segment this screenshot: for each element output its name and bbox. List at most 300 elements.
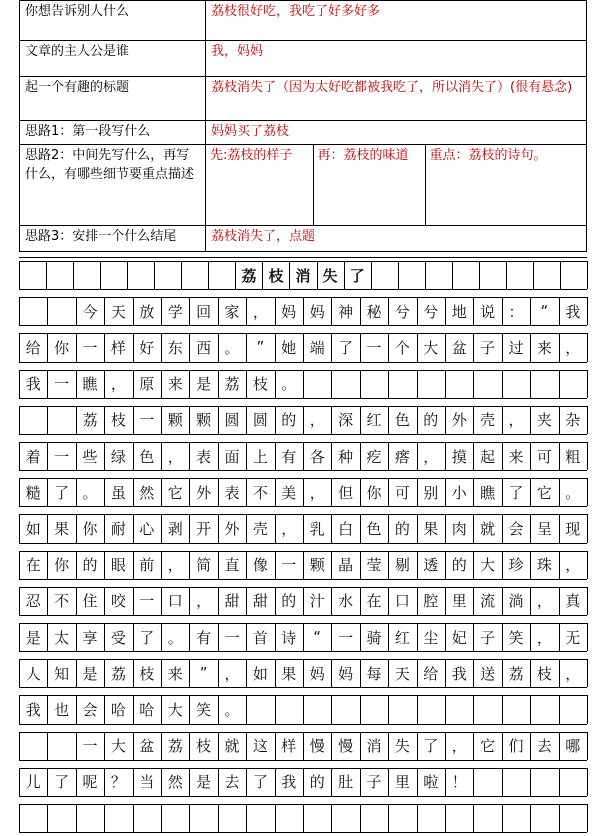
plan-detail-then: 再：荔枝的味道 <box>313 145 425 225</box>
essay-char: 是 <box>196 773 212 792</box>
essay-title-char <box>127 261 154 289</box>
essay-char <box>473 695 501 723</box>
essay-writing-grid <box>19 257 587 836</box>
essay-char <box>360 804 388 832</box>
essay-char: 知 <box>54 664 70 683</box>
grid-line <box>587 695 588 723</box>
essay-char: 莹 <box>366 556 382 575</box>
essay-char: 秘 <box>366 302 382 321</box>
essay-char: 深 <box>338 411 354 430</box>
plan-question: 思路3：安排一个什么结尾 <box>20 226 206 252</box>
essay-char: 枝 <box>252 375 268 394</box>
essay-char: ， <box>110 375 126 394</box>
essay-char: 无 <box>565 628 581 647</box>
essay-char: 原 <box>139 375 155 394</box>
plan-row <box>20 41 587 77</box>
essay-char <box>189 804 217 832</box>
essay-char: 放 <box>139 302 155 321</box>
essay-char <box>303 370 331 398</box>
essay-char: 外 <box>224 519 240 538</box>
grid-line <box>19 724 587 725</box>
essay-char: 子 <box>480 338 496 357</box>
essay-title-char <box>100 261 127 289</box>
essay-char: 来 <box>508 447 524 466</box>
essay-char <box>417 804 445 832</box>
essay-char <box>530 370 558 398</box>
essay-char: 腔 <box>423 592 439 611</box>
essay-char: 呈 <box>536 519 552 538</box>
essay-char: 的 <box>82 556 98 575</box>
essay-title-char <box>560 261 587 289</box>
plan-row <box>20 145 587 226</box>
essay-char <box>275 804 303 832</box>
grid-line <box>19 579 587 580</box>
essay-char: 。 <box>82 483 98 502</box>
essay-char: 夹 <box>536 411 552 430</box>
essay-char: 剔 <box>394 556 410 575</box>
essay-char: 我 <box>25 700 41 719</box>
essay-char: 妈 <box>281 302 297 321</box>
plan-question: 起一个有趣的标题 <box>20 77 206 121</box>
essay-char: ， <box>536 628 552 647</box>
essay-char: 珠 <box>536 556 552 575</box>
essay-char: 面 <box>224 447 240 466</box>
essay-char: 乳 <box>309 519 325 538</box>
essay-char: 不 <box>252 483 268 502</box>
essay-char: 失 <box>394 737 410 756</box>
essay-title-char <box>479 261 506 289</box>
plan-row <box>20 1 587 41</box>
essay-char <box>161 804 189 832</box>
essay-char: ： <box>508 302 524 321</box>
essay-char: 色 <box>394 411 410 430</box>
grid-line <box>587 732 588 760</box>
essay-char: 西 <box>196 338 212 357</box>
essay-char: 汁 <box>309 592 325 611</box>
essay-char: 晶 <box>338 556 354 575</box>
essay-char: 我 <box>565 302 581 321</box>
essay-char: 哈 <box>139 700 155 719</box>
essay-char: 子 <box>480 628 496 647</box>
essay-char: 一 <box>139 411 155 430</box>
essay-char: 妈 <box>309 664 325 683</box>
grid-line <box>19 615 587 616</box>
essay-char: 一 <box>281 556 297 575</box>
essay-char: 外 <box>451 411 467 430</box>
essay-char <box>47 804 75 832</box>
essay-char: 一 <box>54 375 70 394</box>
essay-char: ， <box>167 447 183 466</box>
plan-question: 思路1：第一段写什么 <box>20 121 206 145</box>
plan-question: 你想告诉别人什么 <box>20 1 206 41</box>
essay-char: 色 <box>366 519 382 538</box>
essay-char: 表 <box>224 483 240 502</box>
essay-char <box>559 695 587 723</box>
essay-char: ， <box>451 737 467 756</box>
essay-char: 说 <box>480 302 496 321</box>
essay-char: 果 <box>423 519 439 538</box>
essay-char: 子 <box>366 773 382 792</box>
essay-char: 可 <box>536 447 552 466</box>
essay-char: ， <box>281 519 297 538</box>
essay-title-char: 失 <box>322 266 338 285</box>
essay-char: 上 <box>252 447 268 466</box>
essay-char: ” <box>199 664 208 683</box>
grid-line <box>19 257 587 258</box>
essay-char: 了 <box>508 483 524 502</box>
essay-char: ” <box>256 338 265 357</box>
grid-line <box>587 406 588 434</box>
essay-char: 的 <box>309 773 325 792</box>
essay-char: 的 <box>281 411 297 430</box>
essay-title-char <box>506 261 533 289</box>
essay-char: ， <box>224 664 240 683</box>
essay-char: 壳 <box>252 519 268 538</box>
essay-char: 简 <box>196 556 212 575</box>
essay-title-char <box>425 261 452 289</box>
essay-char: 虽 <box>110 483 126 502</box>
essay-char: 了 <box>54 483 70 502</box>
essay-char: 在 <box>366 592 382 611</box>
essay-char: 笑 <box>508 628 524 647</box>
plan-answer-split <box>206 145 587 226</box>
essay-char: 枝 <box>110 411 126 430</box>
essay-char: 样 <box>110 338 126 357</box>
essay-char: 圆 <box>224 411 240 430</box>
plan-detail-focus: 重点：荔枝的诗句。 <box>425 145 586 225</box>
essay-char: 当 <box>139 773 155 792</box>
essay-char <box>331 370 359 398</box>
essay-char <box>47 297 75 325</box>
essay-char <box>388 695 416 723</box>
essay-char: 大 <box>110 737 126 756</box>
grid-line <box>19 362 587 363</box>
essay-char <box>502 768 530 796</box>
essay-char <box>303 804 331 832</box>
grid-line <box>19 832 587 833</box>
essay-char: 粗 <box>565 447 581 466</box>
essay-char: 人 <box>25 664 41 683</box>
essay-char: 大 <box>423 338 439 357</box>
essay-char: 些 <box>82 447 98 466</box>
essay-char: 是 <box>82 664 98 683</box>
essay-char <box>502 695 530 723</box>
essay-char: 颗 <box>167 411 183 430</box>
essay-char: 着 <box>25 447 41 466</box>
essay-title-char <box>19 261 46 289</box>
plan-question: 文章的主人公是谁 <box>20 41 206 77</box>
essay-char: 慢 <box>338 737 354 756</box>
essay-char: 它 <box>536 483 552 502</box>
grid-line <box>19 651 587 652</box>
essay-char: 也 <box>54 700 70 719</box>
essay-char <box>445 695 473 723</box>
grid-line <box>587 370 588 398</box>
essay-char: 糙 <box>25 483 41 502</box>
plan-answer: 荔枝很好吃，我吃了好多好多 <box>206 1 587 41</box>
essay-char <box>473 370 501 398</box>
essay-char: 然 <box>167 773 183 792</box>
grid-line <box>587 587 588 615</box>
grid-line <box>587 297 588 325</box>
essay-char: 好 <box>139 338 155 357</box>
essay-char: 我 <box>451 664 467 683</box>
essay-char: 口 <box>167 592 183 611</box>
essay-char: 肚 <box>338 773 354 792</box>
essay-char: 如 <box>25 519 41 538</box>
essay-char: ， <box>565 556 581 575</box>
essay-char: 开 <box>196 519 212 538</box>
essay-char: 肉 <box>451 519 467 538</box>
essay-char: 珍 <box>508 556 524 575</box>
essay-char <box>246 695 274 723</box>
essay-char: 你 <box>366 483 382 502</box>
essay-char <box>47 732 75 760</box>
essay-char: 你 <box>82 519 98 538</box>
grid-line <box>19 325 587 326</box>
essay-char <box>19 732 47 760</box>
essay-char <box>445 370 473 398</box>
essay-char: 枝 <box>196 737 212 756</box>
essay-char: ， <box>309 411 325 430</box>
plan-question: 思路2：中间先写什么，再写什么，有哪些细节要重点描述 <box>20 145 206 226</box>
essay-char: 一 <box>338 628 354 647</box>
essay-char: 妃 <box>451 628 467 647</box>
grid-line <box>587 768 588 796</box>
essay-char: 小 <box>451 483 467 502</box>
essay-char: 色 <box>139 447 155 466</box>
essay-char: 她 <box>281 338 297 357</box>
grid-line <box>587 514 588 542</box>
essay-char: ， <box>167 556 183 575</box>
essay-char: ， <box>309 483 325 502</box>
grid-line <box>587 478 588 506</box>
essay-char: 咬 <box>110 592 126 611</box>
essay-title-char <box>154 261 181 289</box>
essay-char: 白 <box>338 519 354 538</box>
essay-char: 呢 <box>82 773 98 792</box>
essay-char: 剥 <box>167 519 183 538</box>
essay-char: 心 <box>139 519 155 538</box>
essay-char: 颗 <box>196 411 212 430</box>
essay-char: 瞧 <box>82 375 98 394</box>
essay-char: 的 <box>394 519 410 538</box>
essay-title-char <box>533 261 560 289</box>
essay-char: 儿 <box>25 773 41 792</box>
essay-title-char <box>452 261 479 289</box>
essay-char: 的 <box>281 592 297 611</box>
essay-char: “ <box>540 302 549 321</box>
essay-char: 啦 <box>423 773 439 792</box>
essay-char: ， <box>536 592 552 611</box>
essay-char: 一 <box>139 592 155 611</box>
essay-char: 给 <box>25 338 41 357</box>
essay-char <box>530 804 558 832</box>
grid-line <box>19 760 587 761</box>
essay-char: 妈 <box>309 302 325 321</box>
essay-char: 了 <box>252 773 268 792</box>
essay-char <box>388 804 416 832</box>
plan-row <box>20 121 587 145</box>
essay-char: 外 <box>196 483 212 502</box>
essay-char: 然 <box>139 483 155 502</box>
writing-plan-table <box>19 0 587 252</box>
essay-char: ， <box>196 592 212 611</box>
essay-char: 枝 <box>139 664 155 683</box>
grid-line <box>587 261 588 289</box>
essay-char: 在 <box>25 556 41 575</box>
essay-char: 杂 <box>565 411 581 430</box>
essay-char: 有 <box>281 447 297 466</box>
essay-char: 里 <box>451 592 467 611</box>
essay-char: 兮 <box>394 302 410 321</box>
essay-char: 一 <box>366 338 382 357</box>
essay-char: 你 <box>54 556 70 575</box>
essay-char: 个 <box>394 338 410 357</box>
essay-char: 前 <box>139 556 155 575</box>
essay-char: 瞧 <box>480 483 496 502</box>
essay-char: 每 <box>366 664 382 683</box>
essay-char: 里 <box>394 773 410 792</box>
essay-char: 天 <box>110 302 126 321</box>
essay-char: 瘩 <box>394 447 410 466</box>
essay-char: 盆 <box>139 737 155 756</box>
essay-char: 忍 <box>25 592 41 611</box>
essay-char <box>104 804 132 832</box>
essay-char: 一 <box>82 737 98 756</box>
essay-char <box>246 804 274 832</box>
essay-char: 尘 <box>423 628 439 647</box>
essay-char: 给 <box>423 664 439 683</box>
essay-char: 圆 <box>252 411 268 430</box>
essay-char: 家 <box>224 302 240 321</box>
essay-char: 回 <box>196 302 212 321</box>
essay-char: 甜 <box>252 592 268 611</box>
essay-char: 现 <box>565 519 581 538</box>
essay-char: 是 <box>196 375 212 394</box>
essay-char: 会 <box>82 700 98 719</box>
plan-row <box>20 226 587 252</box>
essay-char: 神 <box>338 302 354 321</box>
essay-char: 起 <box>480 447 496 466</box>
essay-char: 地 <box>451 302 467 321</box>
essay-char: 像 <box>252 556 268 575</box>
grid-line <box>587 442 588 470</box>
essay-char: 水 <box>338 592 354 611</box>
essay-char: 去 <box>536 737 552 756</box>
essay-char: 笑 <box>196 700 212 719</box>
essay-char: 哪 <box>565 737 581 756</box>
essay-char: 样 <box>281 737 297 756</box>
essay-char: 果 <box>281 664 297 683</box>
plan-answer: 妈妈买了荔枝 <box>206 121 587 145</box>
essay-char: “ <box>313 628 322 647</box>
essay-char: ？ <box>110 773 126 792</box>
essay-title-char <box>73 261 100 289</box>
essay-title-char: 消 <box>295 266 311 285</box>
essay-char: 。 <box>565 483 581 502</box>
essay-char: 荔 <box>508 664 524 683</box>
essay-char: 红 <box>394 628 410 647</box>
grid-line <box>19 687 587 688</box>
essay-title-char: 枝 <box>268 266 284 285</box>
essay-char <box>530 695 558 723</box>
essay-char: 就 <box>224 737 240 756</box>
plan-answer: 荔枝消失了（因为太好吃都被我吃了，所以消失了）(很有悬念) <box>206 77 587 121</box>
essay-char: 各 <box>309 447 325 466</box>
plan-detail-table <box>206 145 586 225</box>
essay-char: 我 <box>25 375 41 394</box>
essay-char <box>19 406 47 434</box>
essay-title-char: 荔 <box>241 266 257 285</box>
essay-char: 是 <box>25 628 41 647</box>
essay-char <box>133 804 161 832</box>
essay-char: 享 <box>82 628 98 647</box>
essay-char: 它 <box>480 737 496 756</box>
essay-title-char: 了 <box>349 266 365 285</box>
essay-title-char <box>181 261 208 289</box>
essay-char <box>19 297 47 325</box>
grid-line <box>19 796 587 797</box>
essay-char: 骑 <box>366 628 382 647</box>
essay-char: 流 <box>480 592 496 611</box>
essay-char: 绿 <box>110 447 126 466</box>
essay-char: 甜 <box>224 592 240 611</box>
essay-char: 。 <box>224 700 240 719</box>
essay-char: 摸 <box>451 447 467 466</box>
essay-char <box>559 768 587 796</box>
essay-char: 可 <box>394 483 410 502</box>
grid-line <box>587 659 588 687</box>
essay-char: 。 <box>281 375 297 394</box>
essay-char: 大 <box>480 556 496 575</box>
essay-char <box>502 370 530 398</box>
essay-char <box>388 370 416 398</box>
essay-char <box>473 804 501 832</box>
grid-line <box>19 434 587 435</box>
essay-char: ， <box>565 664 581 683</box>
essay-char <box>19 804 47 832</box>
essay-char <box>502 804 530 832</box>
essay-char <box>417 695 445 723</box>
essay-char: 天 <box>394 664 410 683</box>
plan-detail-first: 先:荔枝的样子 <box>210 148 293 163</box>
essay-char: 美 <box>281 483 297 502</box>
essay-char: 。 <box>224 338 240 357</box>
essay-char: 透 <box>423 556 439 575</box>
essay-char: 东 <box>167 338 183 357</box>
essay-char: ！ <box>451 773 467 792</box>
essay-char: ， <box>423 447 439 466</box>
grid-line <box>19 543 587 544</box>
essay-char: 盆 <box>451 338 467 357</box>
essay-char <box>331 804 359 832</box>
plan-row <box>20 77 587 121</box>
essay-char: 过 <box>508 338 524 357</box>
essay-char: 疙 <box>366 447 382 466</box>
essay-char <box>303 695 331 723</box>
grid-line <box>19 289 587 290</box>
essay-char: 真 <box>565 592 581 611</box>
essay-char: 一 <box>54 447 70 466</box>
essay-char: 哈 <box>110 700 126 719</box>
essay-char <box>360 370 388 398</box>
essay-char: 眼 <box>110 556 126 575</box>
grid-line <box>19 506 587 507</box>
essay-title-char <box>371 261 398 289</box>
essay-char: 不 <box>54 592 70 611</box>
essay-char: 枝 <box>536 664 552 683</box>
